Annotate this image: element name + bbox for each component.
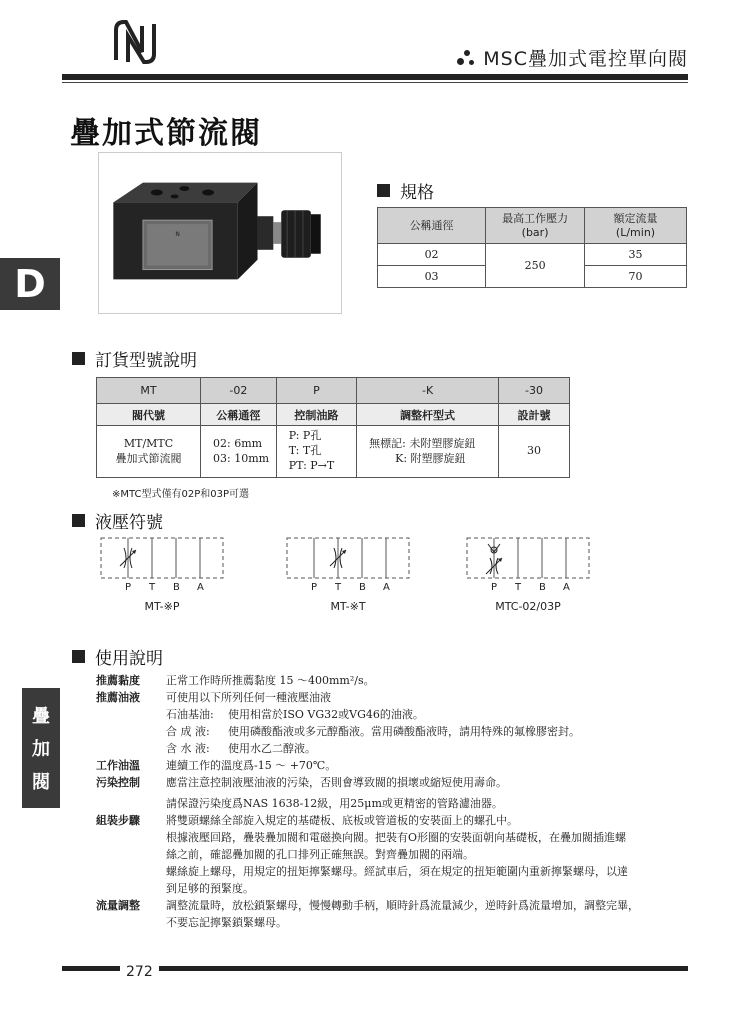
page-title: 疊加式節流閥 [70, 116, 262, 151]
header-title [457, 44, 688, 71]
usage-row-contam-2 [96, 795, 696, 812]
symbol-label: MT-※T [330, 600, 366, 613]
usage-section-title [72, 644, 163, 669]
usage-row-temp [96, 757, 696, 774]
specs-cell: 02 [378, 244, 486, 266]
usage-text: 請保證污染度爲NAS 1638-12級，用25μm或更精密的管路濾油器。 [166, 797, 503, 810]
order-code: P [276, 378, 356, 404]
throttle-symbol-icon [100, 536, 224, 582]
symbol-label: MTC-02/03P [495, 600, 561, 613]
order-section-title [72, 346, 197, 371]
table-row [97, 426, 570, 478]
order-cell-design: 30 [499, 426, 570, 478]
header-rule [62, 74, 688, 80]
usage-text: 連續工作的溫度爲-15 ～ +70℃。 [166, 759, 337, 772]
usage-row-assembly-line: 螺絲旋上螺母，用規定的扭矩擰緊螺母。經試車后，須在規定的扭矩範圍内重新擰緊螺母，以達 [166, 865, 628, 878]
header-rule-thin [62, 82, 688, 83]
usage-instructions [96, 672, 696, 931]
specs-cell: 70 [585, 266, 687, 288]
usage-row-assembly-line: 絲之前，確認疊加閥的孔口排列正確無誤。對齊疊加閥的兩端。 [166, 848, 474, 861]
order-table [96, 377, 570, 478]
table-row [378, 244, 687, 266]
throttle-symbol-icon [286, 536, 410, 582]
symbol-label: MT-※P [144, 600, 180, 613]
square-bullet-icon [377, 184, 390, 197]
category-tab-char: 疊 [32, 705, 50, 727]
usage-row-viscosity [96, 672, 696, 689]
usage-label: 組裝步驟 [96, 814, 140, 827]
order-cell-circuit: P: P孔 T: T孔 PT: P→T [276, 426, 356, 478]
brand-logo [112, 16, 158, 68]
specs-header-flow: 額定流量 (L/min) [585, 208, 687, 244]
order-header: 調整杆型式 [357, 404, 499, 426]
port-label: T [335, 582, 342, 593]
category-tab-char: 閥 [32, 772, 50, 794]
product-photo [98, 152, 342, 314]
specs-cell: 03 [378, 266, 486, 288]
header-title-text: MSC疊加式電控單向閥 [483, 48, 688, 70]
usage-row-oil [96, 689, 696, 706]
usage-row-assembly-line: 根據液壓回路，疊裝疊加閥和電磁換向閥。把裝有O形圈的安裝面朝向基礎板，在疊加閥插進螺 [166, 831, 627, 844]
port-label: P [311, 582, 318, 593]
port-label: A [383, 582, 390, 593]
usage-row-contam [96, 774, 696, 791]
port-label: T [515, 582, 522, 593]
specs-header-pressure: 最高工作壓力 (bar) [486, 208, 585, 244]
usage-label: 流量調整 [96, 899, 140, 912]
order-code: -30 [499, 378, 570, 404]
port-label: B [359, 582, 366, 593]
table-row [97, 404, 570, 426]
order-code: -02 [201, 378, 277, 404]
usage-text: 應當注意控制液壓油液的污染，否則會導致閥的損壞或縮短使用壽命。 [166, 776, 507, 789]
dots-icon [457, 50, 475, 66]
usage-oil-item: 含 水 液: 使用水乙二醇液。 [166, 742, 316, 755]
usage-row-flow [96, 897, 696, 914]
usage-row-assembly [96, 812, 696, 829]
order-section-title-text: 訂貨型號說明 [95, 351, 197, 371]
order-cell-size: 02: 6mm 03: 10mm [201, 426, 277, 478]
check-throttle-symbol-icon [466, 536, 590, 582]
port-label: T [149, 582, 156, 593]
square-bullet-icon [72, 514, 85, 527]
category-tab [22, 688, 60, 808]
specs-cell-pressure: 250 [486, 244, 585, 288]
port-label: B [539, 582, 546, 593]
order-header: 公稱通徑 [201, 404, 277, 426]
hydraulic-symbol-mt-p [100, 536, 224, 614]
order-code: MT [97, 378, 201, 404]
usage-section-title-text: 使用說明 [95, 649, 163, 669]
order-cell-valve: MT/MTC 疊加式節流閥 [97, 426, 201, 478]
category-tab-char: 加 [32, 738, 50, 760]
specs-section-title [377, 178, 434, 203]
specs-section-title-text: 規格 [400, 183, 434, 203]
order-header: 控制油路 [276, 404, 356, 426]
port-label: A [563, 582, 570, 593]
specs-table [377, 207, 687, 288]
page-number: 272 [120, 964, 159, 980]
usage-label: 污染控制 [96, 776, 140, 789]
port-label: A [197, 582, 204, 593]
usage-text: 正常工作時所推薦黏度 15 ～400mm²/s。 [166, 674, 375, 687]
table-row [97, 378, 570, 404]
port-label: P [125, 582, 132, 593]
usage-row-flow-line: 不要忘記擰緊鎖緊螺母。 [166, 916, 287, 929]
specs-cell: 35 [585, 244, 687, 266]
chapter-tab: D [0, 258, 60, 310]
port-label: P [491, 582, 498, 593]
symbols-section-title-text: 液壓符號 [95, 513, 163, 533]
usage-text: 調整流量時，放松鎖緊螺母，慢慢轉動手柄，順時針爲流量減少，逆時針爲流量增加，調整完畢， [166, 899, 639, 912]
usage-text: 可使用以下所列任何一種液壓油液 [166, 691, 331, 704]
order-header: 閥代號 [97, 404, 201, 426]
square-bullet-icon [72, 650, 85, 663]
order-note: ※MTC型式僅有02P和03P可選 [112, 489, 250, 500]
usage-label: 工作油溫 [96, 759, 140, 772]
usage-oil-item: 石油基油: 使用相當於ISO VG32或VG46的油液。 [166, 708, 424, 721]
order-code: -K [357, 378, 499, 404]
order-cell-adjust: 無標記: 未附塑膠旋鈕 K: 附塑膠旋鈕 [357, 426, 499, 478]
usage-oil-item: 合 成 液: 使用磷酸酯液或多元醇酯液。當用磷酸酯液時，請用特殊的氟橡膠密封。 [166, 725, 580, 738]
specs-header-size: 公稱通徑 [378, 208, 486, 244]
usage-label: 推薦油液 [96, 691, 140, 704]
usage-text: 將雙頭螺絲全部旋入規定的基礎板、底板或管道板的安裝面上的螺孔中。 [166, 814, 518, 827]
port-label: B [173, 582, 180, 593]
square-bullet-icon [72, 352, 85, 365]
svg-text:N: N [175, 231, 180, 238]
order-header: 設計號 [499, 404, 570, 426]
usage-label: 推薦黏度 [96, 674, 140, 687]
hydraulic-symbol-mtc [466, 536, 590, 614]
symbols-section-title [72, 508, 163, 533]
usage-row-assembly-line: 到足够的預緊度。 [166, 882, 254, 895]
hydraulic-symbol-mt-t [286, 536, 410, 614]
